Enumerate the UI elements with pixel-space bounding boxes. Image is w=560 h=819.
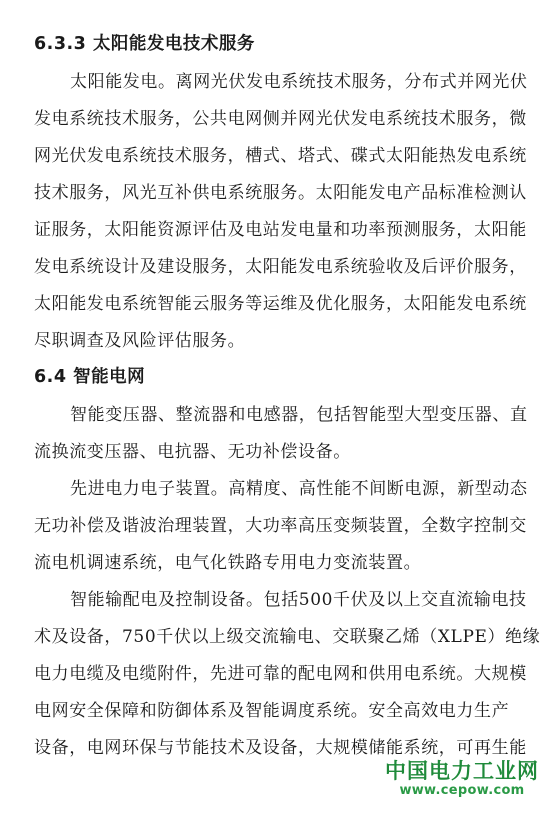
paragraph-line: 无功补偿及谐波治理装置，大功率高压变频装置，全数字控制交 [34, 516, 527, 536]
paragraph-line: 技术服务，风光互补供电系统服务。太阳能发电产品标准检测认 [34, 183, 527, 203]
paragraph-line: 证服务，太阳能资源评估及电站发电量和功率预测服务，太阳能 [34, 220, 527, 240]
watermark-title: 中国电力工业网 [385, 759, 539, 783]
watermark-url: www.cepow.com [399, 783, 525, 798]
paragraph-line: 网光伏发电系统技术服务，槽式、塔式、碟式太阳能热发电系统 [34, 146, 527, 166]
paragraph-line: 尽职调查及风险评估服务。 [34, 331, 246, 351]
section-heading-6-4: 6.4 智能电网 [34, 367, 146, 387]
paragraph-line: 流换流变压器、电抗器、无功补偿设备。 [34, 442, 351, 462]
paragraph-line: 设备，电网环保与节能技术及设备，大规模储能系统，可再生能 [34, 738, 527, 758]
paragraph-line: 先进电力电子装置。高精度、高性能不间断电源，新型动态 [70, 479, 528, 499]
site-watermark [372, 759, 552, 799]
paragraph-line: 太阳能发电。离网光伏发电系统技术服务，分布式并网光伏 [70, 72, 528, 92]
paragraph-line: 智能输配电及控制设备。包括500千伏及以上交直流输电技 [70, 590, 527, 610]
paragraph-line: 电力电缆及电缆附件，先进可靠的配电网和供用电系统。大规模 [34, 664, 527, 684]
paragraph-line: 电网安全保障和防御体系及智能调度系统。安全高效电力生产 [34, 701, 510, 721]
paragraph-line: 术及设备，750千伏以上级交流输电、交联聚乙烯（XLPE）绝缘 [34, 627, 541, 647]
section-heading-6-3-3: 6.3.3 太阳能发电技术服务 [34, 34, 255, 54]
paragraph-line: 太阳能发电系统智能云服务等运维及优化服务，太阳能发电系统 [34, 294, 527, 314]
paragraph-line: 智能变压器、整流器和电感器，包括智能型大型变压器、直 [70, 405, 528, 425]
paragraph-line: 发电系统技术服务，公共电网侧并网光伏发电系统技术服务，微 [34, 109, 527, 129]
paragraph-line: 流电机调速系统，电气化铁路专用电力变流装置。 [34, 553, 422, 573]
paragraph-line: 发电系统设计及建设服务，太阳能发电系统验收及后评价服务， [34, 257, 527, 277]
